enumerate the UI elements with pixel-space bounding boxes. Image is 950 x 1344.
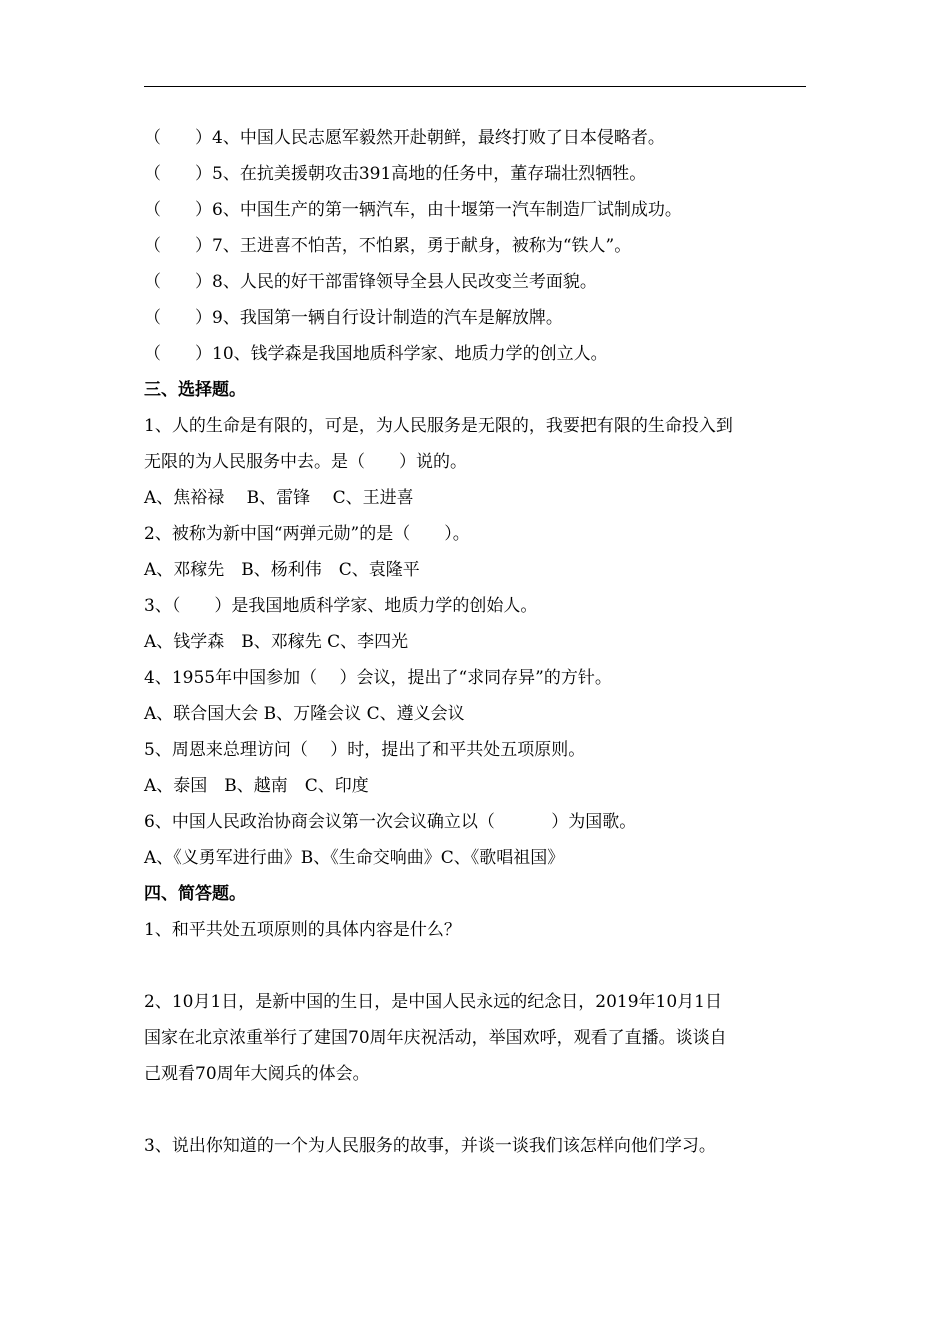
answer-space [144, 948, 814, 984]
choice-q5-options: A、泰国 B、越南 C、印度 [144, 776, 369, 796]
header-rule [144, 86, 806, 87]
choice-q3: 3、（ ）是我国地质科学家、地质力学的创始人。 [144, 596, 538, 616]
short-answer-q3: 3、说出你知道的一个为人民服务的故事，并谈一谈我们该怎样向他们学习。 [144, 1136, 716, 1156]
choice-q1-line2: 无限的为人民服务中去。是（ ）说的。 [144, 452, 467, 472]
choice-q1-options: A、焦裕禄 B、雷锋 C、王进喜 [144, 488, 414, 508]
section-title-short-answer: 四、简答题。 [144, 884, 246, 904]
judgement-item-6: （ ）6、中国生产的第一辆汽车，由十堰第一汽车制造厂试制成功。 [144, 200, 682, 220]
short-answer-q2-line3: 己观看70周年大阅兵的体会。 [144, 1064, 370, 1084]
judgement-item-5: （ ）5、在抗美援朝攻击391高地的任务中，董存瑞壮烈牺牲。 [144, 164, 647, 184]
choice-q2-options: A、邓稼先 B、杨利伟 C、袁隆平 [144, 560, 420, 580]
choice-q6: 6、中国人民政治协商会议第一次会议确立以（ ）为国歌。 [144, 812, 637, 832]
section-title-choice: 三、选择题。 [144, 380, 246, 400]
short-answer-q1: 1、和平共处五项原则的具体内容是什么？ [144, 920, 461, 940]
document-content [144, 120, 814, 1164]
judgement-item-9: （ ）9、我国第一辆自行设计制造的汽车是解放牌。 [144, 308, 563, 328]
short-answer-q2-line2: 国家在北京浓重举行了建国70周年庆祝活动，举国欢呼，观看了直播。谈谈自 [144, 1028, 727, 1048]
judgement-item-4: （ ）4、中国人民志愿军毅然开赴朝鲜，最终打败了日本侵略者。 [144, 128, 665, 148]
answer-space [144, 1092, 814, 1128]
choice-q3-options: A、钱学森 B、邓稼先 C、李四光 [144, 632, 409, 652]
choice-q6-options: A、《义勇军进行曲》B、《生命交响曲》C、《歌唱祖国》 [144, 848, 565, 868]
judgement-item-7: （ ）7、王进喜不怕苦，不怕累，勇于献身，被称为“铁人”。 [144, 236, 632, 256]
choice-q4-options: A、联合国大会 B、万隆会议 C、遵义会议 [144, 704, 465, 724]
short-answer-q2-line1: 2、10月1日，是新中国的生日，是中国人民永远的纪念日，2019年10月1日 [144, 992, 722, 1012]
judgement-item-10: （ ）10、钱学森是我国地质科学家、地质力学的创立人。 [144, 344, 608, 364]
choice-q2: 2、被称为新中国“两弹元勋”的是（ ）。 [144, 524, 470, 544]
judgement-item-8: （ ）8、人民的好干部雷锋领导全县人民改变兰考面貌。 [144, 272, 597, 292]
choice-q5: 5、周恩来总理访问（ ）时，提出了和平共处五项原则。 [144, 740, 586, 760]
choice-q1-line1: 1、人的生命是有限的，可是，为人民服务是无限的，我要把有限的生命投入到 [144, 416, 733, 436]
choice-q4: 4、1955年中国参加（ ）会议，提出了“求同存异”的方针。 [144, 668, 612, 688]
